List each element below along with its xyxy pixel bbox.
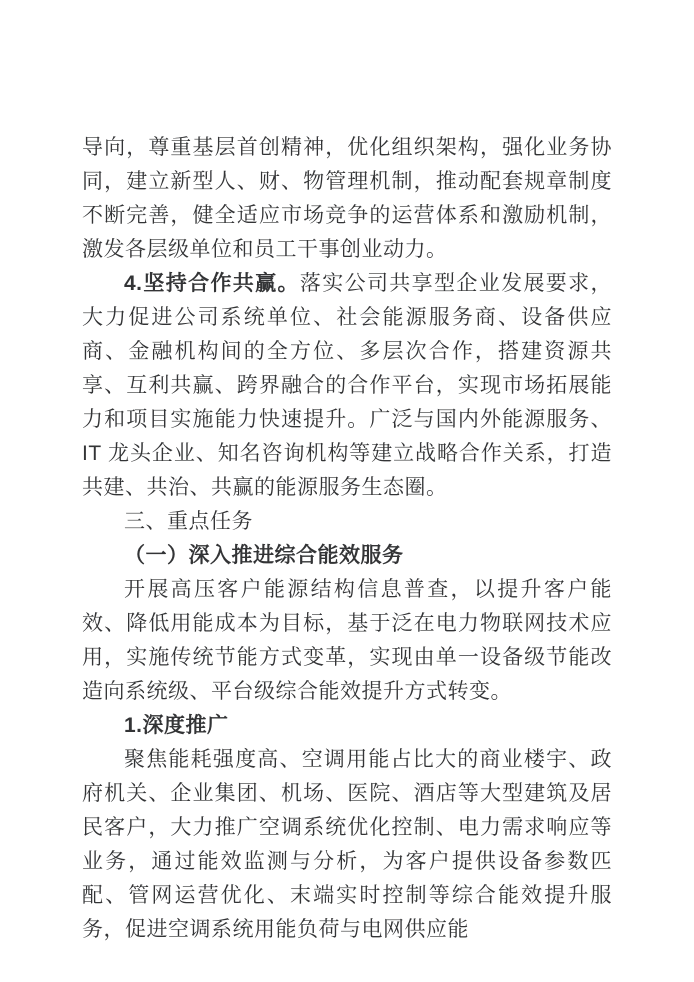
paragraph-subsection-intro: 开展高压客户能源结构信息普查，以提升客户能效、降低用能成本为目标，基于泛在电力物联网技术应用，实施传统节能方式变革，实现由单一设备级节能改造向系统级、平台级综合能效提升方式转变。	[82, 578, 612, 703]
point4-body-text: 落实公司共享型企业发展要求，大力促进公司系统单位、社会能源服务商、设备供应商、金融机构间的全方位、多层次合作，搭建资源共享、互利共赢、跨界融合的合作平台，实现市场拓展能力和项目实施能力快速提升。广泛与国内外能源服务、IT 龙头企业、知名咨询机构等建立战略合作关系，打造共建、共治、共赢的能源服务生态圈。	[82, 272, 613, 499]
document-text-block	[82, 131, 612, 947]
subsection-heading: （一）深入推进综合能效服务	[124, 544, 404, 567]
point4-lead-text: 4.坚持合作共赢。	[124, 272, 300, 295]
paragraph-item1-body: 聚焦能耗强度高、空调用能占比大的商业楼宇、政府机关、企业集团、机场、医院、酒店等大型建筑及居民客户，大力推广空调系统优化控制、电力需求响应等业务，通过能效监测与分析，为客户提供设备参数匹配、管网运营优化、末端实时控制等综合能效提升服务，促进空调系统用能负荷与电网供应能	[82, 748, 612, 941]
item1-heading: 1.深度推广	[124, 714, 229, 737]
section-heading: 三、重点任务	[124, 510, 253, 533]
paragraph-continuation: 导向，尊重基层首创精神，优化组织架构，强化业务协同，建立新型人、财、物管理机制，推动配套规章制度不断完善，健全适应市场竞争的运营体系和激励机制，激发各层级单位和员工干事创业动力。	[82, 136, 612, 261]
paragraph-point4	[82, 267, 612, 505]
